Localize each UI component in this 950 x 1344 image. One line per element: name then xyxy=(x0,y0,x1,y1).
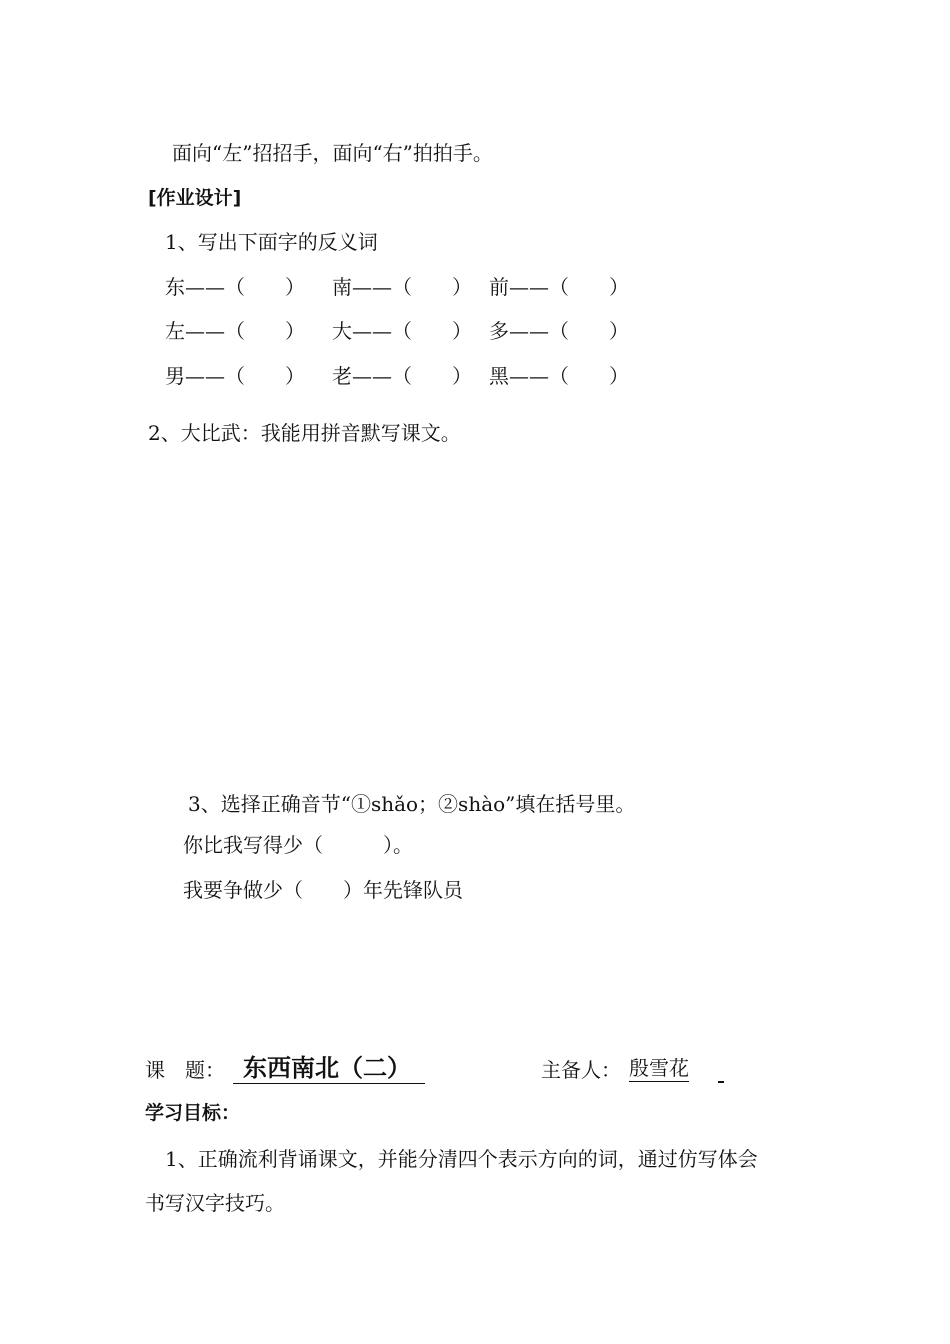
question-3-line-2: 我要争做少（ ）年先锋队员 xyxy=(183,878,463,902)
antonym-row-3-col-3: 黑——（ ） xyxy=(489,364,629,388)
preparer-label: 主备人： xyxy=(541,1058,621,1082)
lesson-title-text: 东西南北（二） xyxy=(233,1056,425,1084)
antonym-row-3-col-2: 老——（ ） xyxy=(332,364,472,388)
question-1-title: 1、写出下面字的反义词 xyxy=(165,230,378,254)
goal-1-line-2: 书写汉字技巧。 xyxy=(145,1191,285,1215)
homework-heading: [作业设计] xyxy=(148,187,242,209)
antonym-row-3-col-1: 男——（ ） xyxy=(165,364,305,388)
antonym-row-2-col-3: 多——（ ） xyxy=(489,319,629,343)
lesson-title xyxy=(233,1056,425,1084)
trailing-underline xyxy=(718,1081,724,1083)
intro-line: 面向“左”招招手，面向“右”拍拍手。 xyxy=(172,141,493,165)
preparer-name xyxy=(629,1058,689,1082)
antonym-row-2-col-2: 大——（ ） xyxy=(332,319,472,343)
question-2-title: 2、大比武：我能用拼音默写课文。 xyxy=(148,421,461,445)
preparer-name-text: 殷雪花 xyxy=(629,1056,689,1080)
question-3-line-1: 你比我写得少（ ）。 xyxy=(183,833,413,857)
antonym-row-1-col-2: 南——（ ） xyxy=(332,275,472,299)
antonym-row-2-col-1: 左——（ ） xyxy=(165,319,305,343)
antonym-row-1-col-1: 东——（ ） xyxy=(165,275,305,299)
question-3-title: 3、选择正确音节“①shǎo；②shào”填在括号里。 xyxy=(188,792,636,816)
goals-heading: 学习目标： xyxy=(145,1102,241,1124)
antonym-row-1-col-3: 前——（ ） xyxy=(489,275,629,299)
topic-label: 课 题： xyxy=(145,1058,225,1082)
goal-1-line-1: 1、正确流利背诵课文，并能分清四个表示方向的词，通过仿写体会 xyxy=(165,1147,758,1171)
